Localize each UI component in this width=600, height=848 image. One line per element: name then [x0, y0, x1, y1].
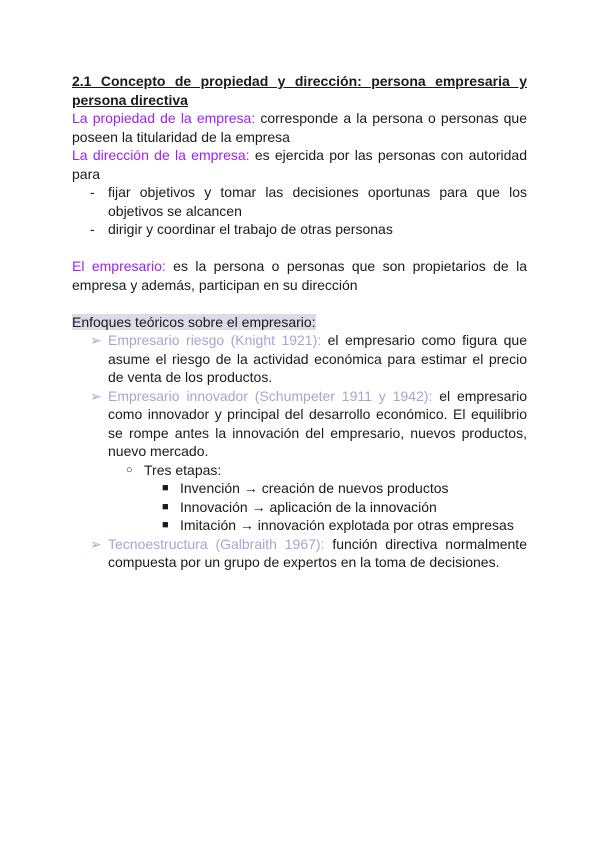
etapas-label: Tres etapas: [144, 461, 222, 478]
direccion-text: es ejercida por las personas con autoridad para [72, 147, 527, 182]
etapa-text: Imitación → innovación explotada por otras empresas [180, 517, 514, 533]
square-bullet-icon: ■ [162, 482, 169, 494]
etapa-text: Innovación → aplicación de la innovación [180, 498, 437, 515]
arrow-bullet-icon: ➢ [90, 387, 102, 404]
enfoques-title-line [72, 313, 527, 332]
square-bullet-icon: ■ [162, 500, 169, 513]
arrow-bullet-icon: ➢ [90, 332, 102, 348]
list-item [144, 516, 527, 535]
circle-bullet-icon: ○ [126, 463, 133, 476]
enfoque-term: Tecnoestructura (Galbraith 1967): [108, 535, 325, 552]
enfoques-list [72, 331, 527, 572]
propiedad-term: La propiedad de la empresa: [72, 110, 256, 126]
etapas-item [108, 461, 527, 535]
list-item [144, 479, 527, 498]
empresario-text: es la persona o personas que son propietarios de la empresa y además, participan en su dirección [72, 258, 527, 293]
etapas-list [108, 461, 527, 535]
section-heading-line1: 2.1 Concepto de propiedad y dirección: persona empresaria y [72, 73, 527, 89]
spacer [72, 294, 527, 313]
enfoque-item-riesgo [72, 331, 527, 387]
empresario-term: El empresario: [72, 258, 166, 274]
enfoque-term: Empresario innovador (Schumpeter 1911 y 1942): [108, 387, 433, 404]
enfoque-text: el empresario como figura que asume el riesgo de la actividad económica para estimar el precio de venta de los productos. [108, 332, 527, 385]
list-item [144, 498, 527, 517]
empresario-paragraph [72, 257, 527, 294]
direccion-term: La dirección de la empresa: [72, 147, 250, 163]
enfoque-text: función directiva normalmente compuesta por un grupo de expertos en la toma de decisiones. [108, 535, 527, 570]
enfoque-term: Empresario riesgo (Knight 1921): [108, 332, 322, 348]
square-bullet-icon: ■ [162, 519, 169, 531]
spacer [72, 239, 527, 258]
etapa-text: Invención → creación de nuevos productos [180, 480, 449, 496]
enfoque-item-innovador [72, 387, 527, 535]
direccion-paragraph [72, 146, 527, 183]
document-content [72, 72, 527, 572]
enfoque-text: el empresario como innovador y principal del desarrollo económico. El equilibrio se rompe antes la innovación del empresario, nuevos productos, nuevo mercado. [108, 387, 527, 459]
propiedad-paragraph [72, 109, 527, 146]
list-item: - fijar objetivos y tomar las decisiones oportunas para que los objetivos se alcancen [72, 183, 527, 220]
arrow-bullet-icon: ➢ [90, 535, 102, 552]
propiedad-text: corresponde a la persona o personas que poseen la titularidad de la empresa [72, 110, 527, 145]
direccion-list [72, 183, 527, 239]
enfoque-item-tecnoestructura [72, 535, 527, 572]
etapas-sublist [144, 479, 527, 535]
list-item: - dirigir y coordinar el trabajo de otras personas [72, 220, 527, 239]
section-heading [72, 72, 527, 109]
enfoques-title: Enfoques teóricos sobre el empresario: [72, 313, 316, 330]
section-heading-line2: persona directiva [72, 91, 188, 108]
